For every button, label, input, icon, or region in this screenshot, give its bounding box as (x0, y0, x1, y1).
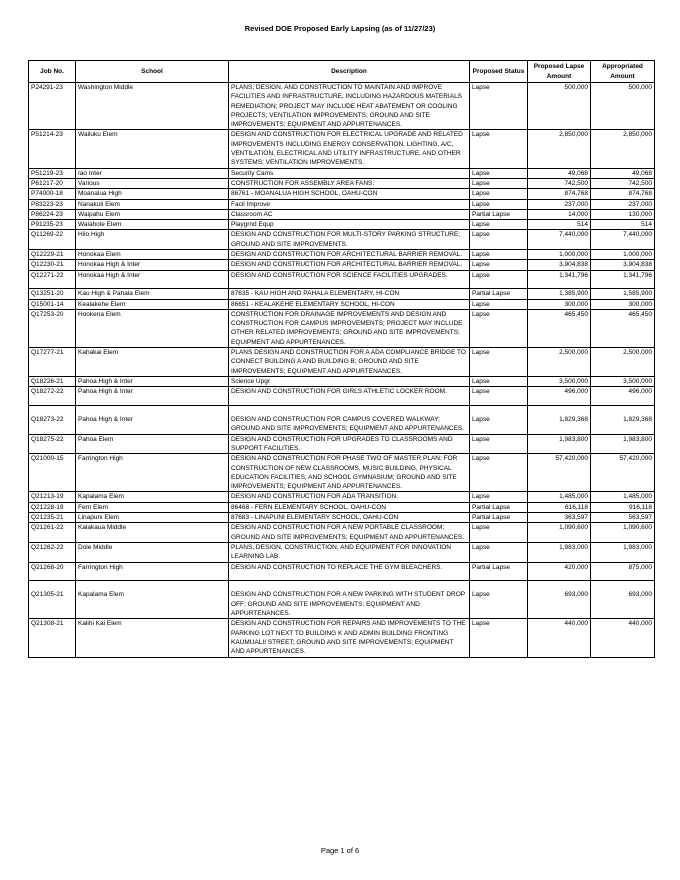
cell-job-no: Q21213-19 (29, 492, 76, 502)
cell-description: Classroom AC (229, 209, 470, 219)
cell-proposed-status: Lapse (470, 250, 528, 260)
cell-proposed-lapse-amount: 440,000 (528, 619, 591, 657)
cell-job-no: Q17253-20 (29, 309, 76, 347)
cell-proposed-lapse-amount: 1,983,800 (528, 434, 591, 454)
cell-proposed-status: Lapse (470, 199, 528, 209)
cell-job-no: Q13251-20 (29, 289, 76, 299)
cell-job-no: Q21261-22 (29, 523, 76, 543)
cell-appropriated-amount: 1,585,900 (591, 289, 655, 299)
cell-description: Security Cams (229, 168, 470, 178)
cell-description: CONSTRUCTION FOR DRAINAGE IMPROVEMENTS AND DESIGN AND CONSTRUCTION FOR CAMPUS IMPROVEMENTS; PROJECT MAY INCLUDE OTHER RELATED IMPROVEMENTS; GROUND AND SITE IMPROVEMENTS; EQUIPMENT AND APPURTENANCES. (229, 309, 470, 347)
cell-proposed-lapse-amount: 1,485,000 (528, 492, 591, 502)
cell-proposed-lapse-amount: 616,118 (528, 502, 591, 512)
cell-proposed-status: Lapse (470, 454, 528, 492)
cell-appropriated-amount: 1,485,000 (591, 492, 655, 502)
cell-description: DESIGN AND CONSTRUCTION FOR A NEW PARKING WITH STUDENT DROP OFF; GROUND AND SITE IMPROVEMENTS; EQUIPMENT AND APPURTENANCES. (229, 581, 470, 619)
cell-proposed-status: Lapse (470, 542, 528, 562)
cell-school: Farrington High (76, 454, 229, 492)
table-row (29, 270, 655, 289)
cell-description: DESIGN AND CONSTRUCTION FOR SCIENCE FACILITIES UPGRADES. (229, 270, 470, 289)
table-row (29, 454, 655, 492)
cell-school: Dole Middle (76, 542, 229, 562)
table-row (29, 130, 655, 168)
cell-proposed-status: Lapse (470, 309, 528, 347)
table-header-row (29, 61, 655, 83)
cell-description: DESIGN AND CONSTRUCTION FOR REPAIRS AND IMPROVEMENTS TO THE PARKING LOT NEXT TO BUILDING K AND ADMIN BUILDING FRONTING KAUMUALII STREET; GROUND AND SITE IMPROVEMENTS; EQUIPMENT AND APPURTENANCES. (229, 619, 470, 657)
cell-school: Hilo High (76, 230, 229, 250)
cell-proposed-status: Partial Lapse (470, 562, 528, 581)
cell-proposed-lapse-amount: 7,440,000 (528, 230, 591, 250)
cell-job-no: Q21262-22 (29, 542, 76, 562)
cell-job-no: P51219-23 (29, 168, 76, 178)
cell-description: PLANS DESIGN AND CONSTRUCTION FOR A ADA COMPLIANCE BRIDGE TO CONNECT BUILDING A AND BUILDING B; GROUND AND SITE IMPROVEMENTS; EQUIPMENT AND APPURTENANCES. (229, 348, 470, 377)
cell-description: DESIGN AND CONSTRUCTION FOR A NEW PORTABLE CLASSROOM; GROUND AND SITE IMPROVEMENTS; EQUIPMENT AND APPURTENANCES. (229, 523, 470, 543)
cell-appropriated-amount: 693,000 (591, 581, 655, 619)
cell-description: 86468 - FERN ELEMENTARY SCHOOL, OAHU-CON (229, 502, 470, 512)
cell-description: PLANS, DESIGN, AND CONSTRUCTION TO MAINTAIN AND IMPROVE FACILITIES AND INFRASTRUCTURE, INCLUDING HAZARDOUS MATERIALS REMEDIATION; PROJECT MAY INCLUDE HEAT ABATEMENT OR COOLING PROJECTS; VENTILATION IMPROVEMENTS; GROUND AND SITE IMPROVEMENTS; EQUIPMENT AND APPURTENANCES. (229, 83, 470, 130)
table-row (29, 209, 655, 219)
cell-proposed-status: Lapse (470, 492, 528, 502)
cell-school: Wailuku Elem (76, 130, 229, 168)
table-row (29, 562, 655, 581)
cell-job-no: Q12230-21 (29, 260, 76, 270)
cell-job-no: P83223-23 (29, 199, 76, 209)
table-row (29, 581, 655, 619)
cell-appropriated-amount: 916,118 (591, 502, 655, 512)
cell-proposed-lapse-amount: 300,000 (528, 299, 591, 309)
cell-proposed-lapse-amount: 1,385,900 (528, 289, 591, 299)
cell-school: Kapalama Elem (76, 492, 229, 502)
cell-proposed-status: Lapse (470, 260, 528, 270)
table-row (29, 299, 655, 309)
cell-proposed-lapse-amount: 2,500,000 (528, 348, 591, 377)
cell-description: 87635 - KAU HIGH AND PAHALA ELEMENTARY, HI-CON (229, 289, 470, 299)
cell-job-no: Q21305-21 (29, 581, 76, 619)
cell-job-no: Q18275-22 (29, 434, 76, 454)
cell-appropriated-amount: 1,829,368 (591, 405, 655, 434)
cell-proposed-lapse-amount: 14,000 (528, 209, 591, 219)
cell-appropriated-amount: 49,068 (591, 168, 655, 178)
table-row (29, 230, 655, 250)
cell-description: Science Upgr (229, 376, 470, 386)
cell-job-no: P91235-23 (29, 220, 76, 230)
cell-school: Fern Elem (76, 502, 229, 512)
cell-school: Nanakuli Elem (76, 199, 229, 209)
table-row (29, 168, 655, 178)
table-row (29, 405, 655, 434)
cell-job-no: Q12229-21 (29, 250, 76, 260)
cell-appropriated-amount: 237,000 (591, 199, 655, 209)
cell-description: DESIGN AND CONSTRUCTION FOR PHASE TWO OF MASTER PLAN; FOR CONSTRUCTION OF NEW CLASSROOMS, MUSIC BUILDING, PHYSICAL EDUCATION FACILITIES, AND SCHOOL GYMNASIUM; GROUND AND SITE IMPROVEMENTS; EQUIPMENT AND APPURTENANCES. (229, 454, 470, 492)
cell-proposed-status: Lapse (470, 130, 528, 168)
table-row (29, 492, 655, 502)
cell-appropriated-amount: 300,000 (591, 299, 655, 309)
cell-description: DESIGN AND CONSTRUCTION FOR UPGRADES TO CLASSROOMS AND SUPPORT FACILITIES. (229, 434, 470, 454)
cell-proposed-lapse-amount: 742,500 (528, 178, 591, 188)
table-row (29, 199, 655, 209)
cell-proposed-lapse-amount: 874,768 (528, 189, 591, 199)
cell-job-no: Q21000-15 (29, 454, 76, 492)
cell-description: DESIGN AND CONSTRUCTION FOR MULTI-STORY PARKING STRUCTURE; GROUND AND SITE IMPROVEMENTS. (229, 230, 470, 250)
cell-proposed-status: Lapse (470, 189, 528, 199)
cell-proposed-status: Partial Lapse (470, 209, 528, 219)
table-body (29, 83, 655, 658)
cell-job-no: P51214-23 (29, 130, 76, 168)
cell-job-no: Q17277-21 (29, 348, 76, 377)
cell-school: Pahoa High & Inter (76, 405, 229, 434)
cell-appropriated-amount: 875,000 (591, 562, 655, 581)
cell-description: DESIGN AND CONSTRUCTION FOR ELECTRICAL UPGRADE AND RELATED IMPROVEMENTS INCLUDING ENERGY CONSERVATION, LIGHTING, A/C, VENTILATION, ELECTRICAL AND UTILITY INFRASTRUCTURE, AND OTHER SYSTEMS; VENTILATION IMPROVEMENTS. (229, 130, 470, 168)
table-row (29, 189, 655, 199)
cell-description: DESIGN AND CONSTRUCTION FOR ADA TRANSITION. (229, 492, 470, 502)
cell-job-no: Q21308-21 (29, 619, 76, 657)
cell-appropriated-amount: 440,000 (591, 619, 655, 657)
cell-proposed-status: Lapse (470, 230, 528, 250)
cell-proposed-lapse-amount: 500,000 (528, 83, 591, 130)
cell-appropriated-amount: 742,500 (591, 178, 655, 188)
table-row (29, 376, 655, 386)
cell-appropriated-amount: 2,500,000 (591, 348, 655, 377)
cell-appropriated-amount: 563,597 (591, 513, 655, 523)
cell-proposed-lapse-amount: 237,000 (528, 199, 591, 209)
cell-proposed-status: Lapse (470, 348, 528, 377)
table-row (29, 178, 655, 188)
cell-school: Moanalua High (76, 189, 229, 199)
table-row (29, 260, 655, 270)
cell-proposed-lapse-amount: 420,000 (528, 562, 591, 581)
cell-proposed-lapse-amount: 465,450 (528, 309, 591, 347)
cell-proposed-lapse-amount: 1,090,600 (528, 523, 591, 543)
cell-proposed-lapse-amount: 1,341,796 (528, 270, 591, 289)
cell-school: Waiahole Elem (76, 220, 229, 230)
table-row (29, 523, 655, 543)
cell-school: Kalakaua Middle (76, 523, 229, 543)
cell-description: DESIGN AND CONSTRUCTION TO REPLACE THE GYM BLEACHERS. (229, 562, 470, 581)
table-row (29, 619, 655, 657)
cell-school: Honokaa High & Inter (76, 260, 229, 270)
table-row (29, 348, 655, 377)
cell-appropriated-amount: 874,768 (591, 189, 655, 199)
cell-appropriated-amount: 465,450 (591, 309, 655, 347)
cell-proposed-status: Lapse (470, 376, 528, 386)
cell-proposed-lapse-amount: 1,000,000 (528, 250, 591, 260)
cell-job-no: P74000-18 (29, 189, 76, 199)
cell-job-no: P61217-20 (29, 178, 76, 188)
cell-school: Honokaa High & Inter (76, 270, 229, 289)
cell-job-no: P86224-23 (29, 209, 76, 219)
cell-appropriated-amount: 1,983,000 (591, 542, 655, 562)
cell-description: DESIGN AND CONSTRUCTION FOR GIRLS ATHLETIC LOCKER ROOM. (229, 387, 470, 406)
cell-appropriated-amount: 3,500,000 (591, 376, 655, 386)
cell-job-no: Q18272-22 (29, 387, 76, 406)
cell-description: DESIGN AND CONSTRUCTION FOR ARCHITECTURAL BARRIER REMOVAL. (229, 250, 470, 260)
cell-proposed-status: Lapse (470, 523, 528, 543)
cell-school: Farrington High (76, 562, 229, 581)
cell-job-no: Q21235-21 (29, 513, 76, 523)
cell-proposed-lapse-amount: 3,500,000 (528, 376, 591, 386)
header-description: Description (229, 61, 470, 83)
table-row (29, 502, 655, 512)
page-footer: Page 1 of 6 (320, 846, 360, 855)
cell-proposed-status: Lapse (470, 220, 528, 230)
cell-school: Kealakehe Elem (76, 299, 229, 309)
cell-appropriated-amount: 1,090,600 (591, 523, 655, 543)
cell-proposed-status: Lapse (470, 83, 528, 130)
table-row (29, 250, 655, 260)
table-row (29, 387, 655, 406)
table-row (29, 542, 655, 562)
header-proposed-lapse-amount: Proposed Lapse Amount (528, 61, 591, 83)
cell-proposed-lapse-amount: 693,000 (528, 581, 591, 619)
header-school: School (76, 61, 229, 83)
cell-appropriated-amount: 1,341,796 (591, 270, 655, 289)
table-row (29, 289, 655, 299)
cell-appropriated-amount: 57,420,000 (591, 454, 655, 492)
cell-appropriated-amount: 1,983,800 (591, 434, 655, 454)
cell-description: Facil Improve (229, 199, 470, 209)
cell-description: 86761 - MOANALUA HIGH SCHOOL, OAHU-CON (229, 189, 470, 199)
cell-school: Pahoa High & Inter (76, 376, 229, 386)
cell-description: 87683 - LINAPUNI ELEMENTARY SCHOOL, OAHU-CON (229, 513, 470, 523)
cell-school: Linapuni Elem (76, 513, 229, 523)
cell-proposed-status: Lapse (470, 168, 528, 178)
cell-proposed-status: Lapse (470, 387, 528, 406)
cell-description: CONSTRUCTION FOR ASSEMBLY AREA FANS. (229, 178, 470, 188)
cell-description: 86651 - KEALAKEHE ELEMENTARY SCHOOL, HI-CON (229, 299, 470, 309)
cell-proposed-status: Partial Lapse (470, 513, 528, 523)
cell-school: Washington Middle (76, 83, 229, 130)
cell-job-no: Q11269-22 (29, 230, 76, 250)
cell-school: Iao Inter (76, 168, 229, 178)
cell-school: Various (76, 178, 229, 188)
cell-proposed-status: Lapse (470, 405, 528, 434)
cell-proposed-status: Lapse (470, 434, 528, 454)
table-row (29, 220, 655, 230)
cell-appropriated-amount: 130,000 (591, 209, 655, 219)
cell-proposed-status: Partial Lapse (470, 502, 528, 512)
cell-proposed-status: Lapse (470, 299, 528, 309)
cell-proposed-lapse-amount: 363,597 (528, 513, 591, 523)
cell-proposed-lapse-amount: 57,420,000 (528, 454, 591, 492)
cell-appropriated-amount: 3,904,838 (591, 260, 655, 270)
cell-job-no: Q21268-20 (29, 562, 76, 581)
cell-appropriated-amount: 496,000 (591, 387, 655, 406)
cell-school: Kalihi Kai Elem (76, 619, 229, 657)
cell-description: Playgrnd Equp (229, 220, 470, 230)
cell-school: Kau High & Pahala Elem (76, 289, 229, 299)
cell-school: Pahoa Elem (76, 434, 229, 454)
table-row (29, 83, 655, 130)
cell-school: Pahoa High & Inter (76, 387, 229, 406)
cell-appropriated-amount: 514 (591, 220, 655, 230)
cell-job-no: Q15001-14 (29, 299, 76, 309)
cell-school: Kapalama Elem (76, 581, 229, 619)
lapsing-table (28, 60, 655, 658)
cell-job-no: Q18226-21 (29, 376, 76, 386)
document-title: Revised DOE Proposed Early Lapsing (as of 11/27/23) (244, 24, 436, 33)
cell-description: PLANS, DESIGN, CONSTRUCTION, AND EQUIPMENT FOR INNOVATION LEARNING LAB. (229, 542, 470, 562)
cell-appropriated-amount: 7,440,000 (591, 230, 655, 250)
cell-appropriated-amount: 500,000 (591, 83, 655, 130)
cell-appropriated-amount: 2,850,000 (591, 130, 655, 168)
cell-job-no: Q21228-19 (29, 502, 76, 512)
cell-job-no: Q18273-22 (29, 405, 76, 434)
cell-school: Waipahu Elem (76, 209, 229, 219)
cell-proposed-lapse-amount: 3,904,838 (528, 260, 591, 270)
cell-description: DESIGN AND CONSTRUCTION FOR CAMPUS COVERED WALKWAY; GROUND AND SITE IMPROVEMENTS; EQUIPMENT AND APPURTENANCES. (229, 405, 470, 434)
cell-job-no: P24291-23 (29, 83, 76, 130)
header-job-no: Job No. (29, 61, 76, 83)
table-row (29, 434, 655, 454)
cell-proposed-lapse-amount: 496,000 (528, 387, 591, 406)
cell-proposed-status: Lapse (470, 581, 528, 619)
cell-description: DESIGN AND CONSTRUCTION FOR ARCHITECTURAL BARRIER REMOVAL. (229, 260, 470, 270)
cell-school: Honokaa Elem (76, 250, 229, 260)
cell-proposed-status: Lapse (470, 178, 528, 188)
cell-job-no: Q12271-22 (29, 270, 76, 289)
cell-appropriated-amount: 1,000,000 (591, 250, 655, 260)
cell-proposed-lapse-amount: 49,068 (528, 168, 591, 178)
table-row (29, 309, 655, 347)
table-row (29, 513, 655, 523)
cell-proposed-status: Partial Lapse (470, 289, 528, 299)
cell-proposed-lapse-amount: 1,829,368 (528, 405, 591, 434)
header-appropriated-amount: Appropriated Amount (591, 61, 655, 83)
cell-proposed-lapse-amount: 514 (528, 220, 591, 230)
cell-proposed-lapse-amount: 2,850,000 (528, 130, 591, 168)
cell-school: Hookena Elem (76, 309, 229, 347)
header-proposed-status: Proposed Status (470, 61, 528, 83)
cell-school: Kahakai Elem (76, 348, 229, 377)
cell-proposed-lapse-amount: 1,983,000 (528, 542, 591, 562)
cell-proposed-status: Lapse (470, 619, 528, 657)
cell-proposed-status: Lapse (470, 270, 528, 289)
